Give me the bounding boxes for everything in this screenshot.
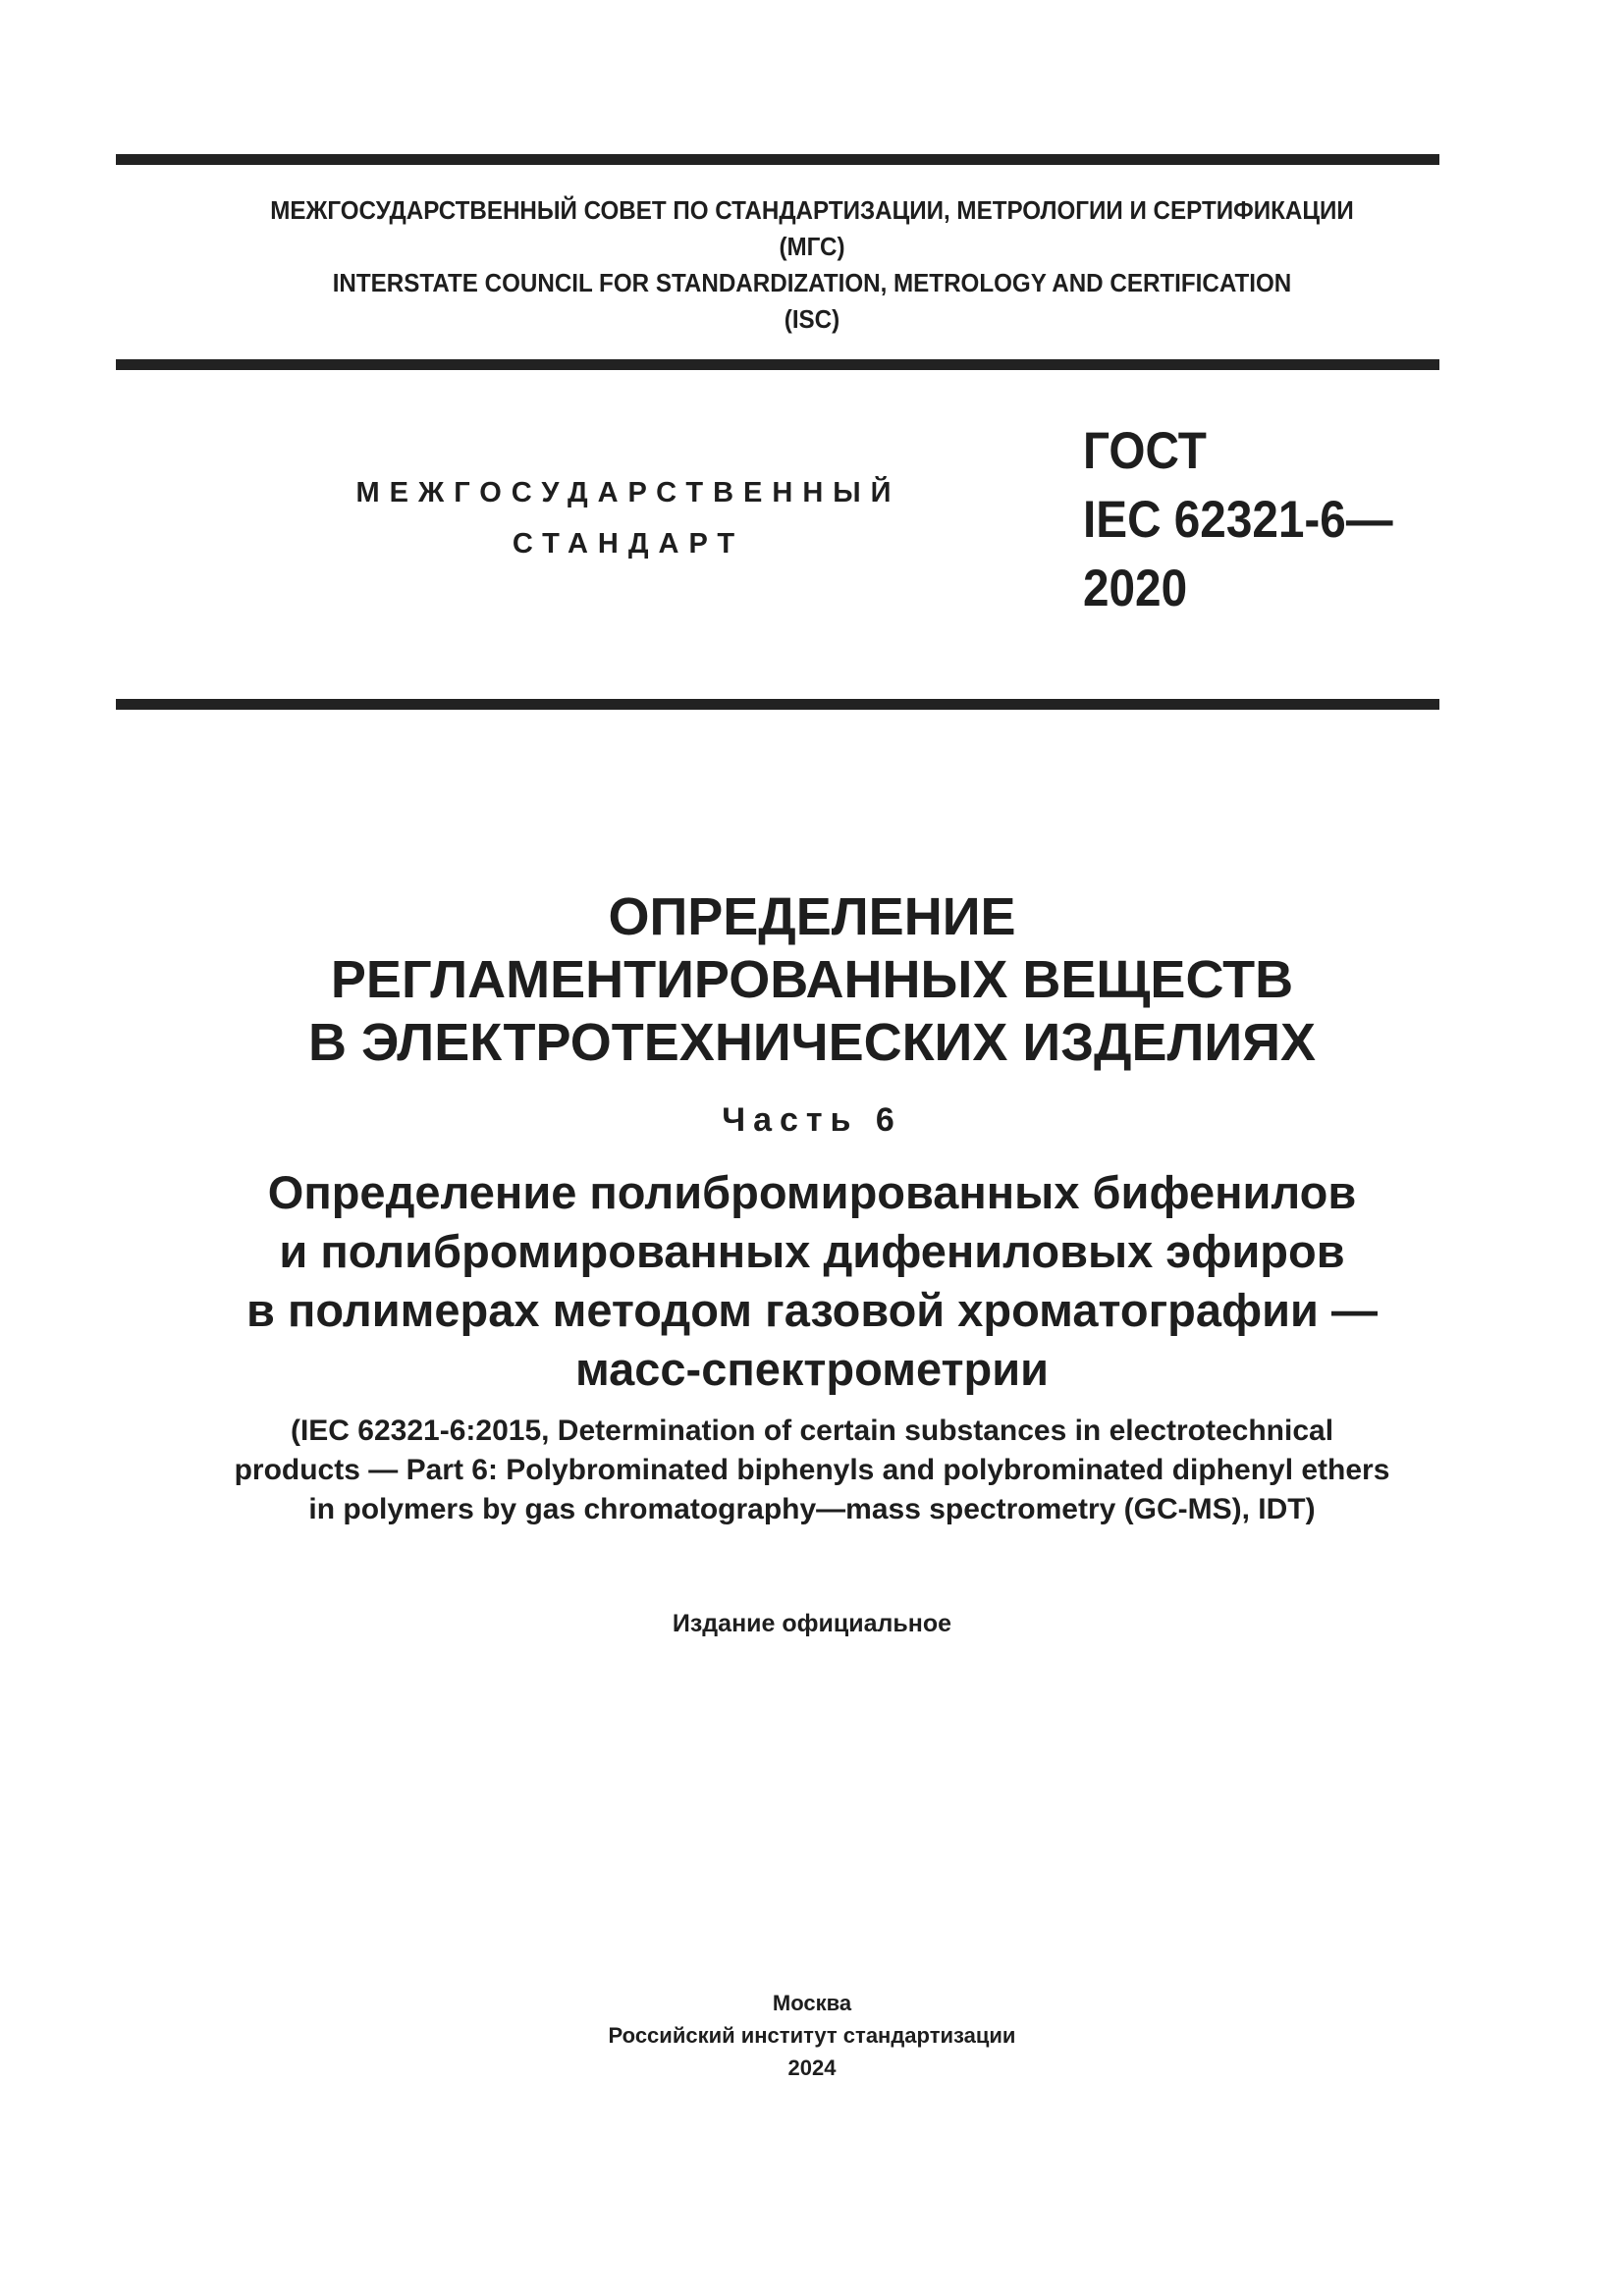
standard-designation [1083,417,1393,623]
title-line: В ЭЛЕКТРОТЕХНИЧЕСКИХ ИЗДЕЛИЯХ [307,1013,1317,1072]
council-name-en: INTERSTATE COUNCIL FOR STANDARDIZATION, METROLOGY AND CERTIFICATION [332,268,1292,297]
footer-publisher: Российский институт стандартизации [608,2023,1016,2048]
top-rule [116,154,1439,165]
subtitle-line: масс-спектрометрии [574,1343,1050,1395]
title-line: ОПРЕДЕЛЕНИЕ [608,887,1016,946]
footer-city: Москва [772,1991,852,2015]
subtitle-line: и полибромированных дифениловых эфиров [279,1225,1345,1277]
council-name-ru: МЕЖГОСУДАРСТВЕННЫЙ СОВЕТ ПО СТАНДАРТИЗАЦИИ, МЕТРОЛОГИИ И СЕРТИФИКАЦИИ [270,195,1354,225]
council-header [57,192,1567,338]
council-abbr-ru: (МГС) [779,232,845,261]
document-title [0,885,1624,1074]
designation-number: IEC 62321-6— [1083,491,1393,549]
header-rule [116,359,1439,370]
designation-rule [116,699,1439,710]
designation-year: 2020 [1083,560,1188,617]
subtitle-line: Определение полибромированных бифенилов [267,1166,1357,1218]
footer-year: 2024 [787,2056,837,2080]
designation-gost: ГОСТ [1083,422,1207,480]
standard-type-line1: МЕЖГОСУДАРСТВЕННЫЙ [355,477,901,508]
part-number: Часть 6 [722,1101,902,1139]
council-abbr-en: (ISC) [784,304,840,334]
publisher-footer [0,1987,1624,2084]
edition-label: Издание официальное [672,1610,952,1637]
english-title [0,1412,1624,1529]
standard-type-line2: СТАНДАРТ [512,528,745,560]
english-line: products — Part 6: Polybrominated biphenyls and polybrominated diphenyl ethers [234,1454,1390,1486]
english-line: in polymers by gas chromatography—mass spectrometry (GC-MS), IDT) [308,1493,1316,1525]
title-line: РЕГЛАМЕНТИРОВАННЫХ ВЕЩЕСТВ [330,950,1294,1009]
english-line: (IEC 62321-6:2015, Determination of certain substances in electrotechnical [290,1415,1334,1447]
document-subtitle [0,1163,1624,1399]
subtitle-line: в полимерах методом газовой хроматографии — [246,1284,1378,1336]
